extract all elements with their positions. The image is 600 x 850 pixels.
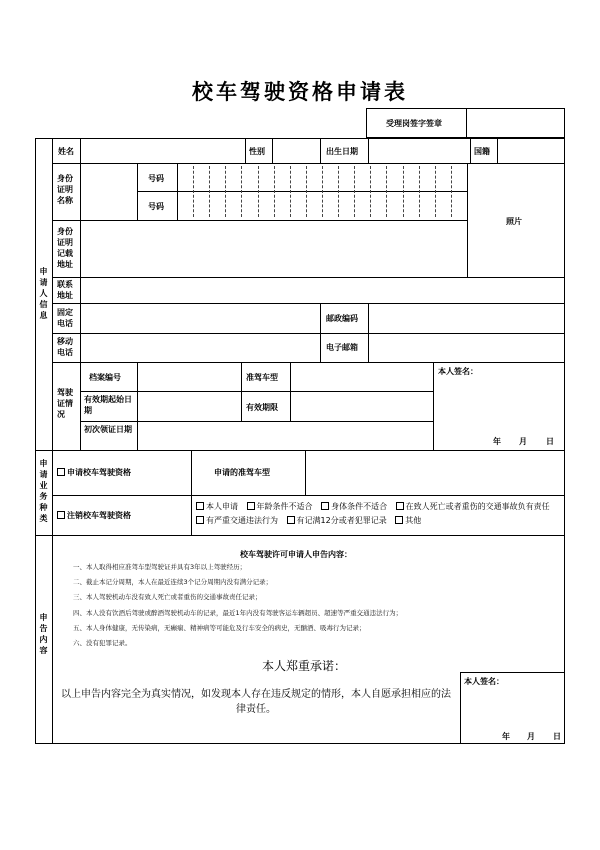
id-digit-divider [386,166,387,217]
declaration-item: 三、本人驾驶机动车没有致人死亡或者重伤的交通事故责任记录； [73,593,262,602]
vehicle-class-field[interactable] [291,363,432,390]
declaration-signature-field[interactable] [461,688,564,726]
declaration-item: 一、本人取得相应准驾车型驾驶证并具有3年以上驾驶经历； [73,563,247,571]
id-number-label-1: 号码 [148,174,164,183]
photo-area[interactable] [468,164,564,276]
id-digit-divider [370,166,371,217]
nationality-label: 国籍 [474,147,490,156]
id-number-label-2: 号码 [148,202,164,211]
declaration-heading: 校车驾驶许可申请人申告内容： [240,550,352,559]
commitment-title: 本人郑重承诺： [262,659,347,673]
cancel-reason-option[interactable]: 年龄条件不适合 [247,502,313,511]
vehicle-class-label: 准驾车型 [246,373,278,382]
declaration-signature-label: 本人签名： [464,677,504,686]
cancel-reason-option[interactable]: 有严重交通违法行为 [196,516,278,525]
id-doc-name-label: 身份证明名称 [57,174,73,205]
name-label: 姓名 [58,147,74,156]
name-field[interactable] [81,139,244,162]
declaration-item: 四、本人没有饮酒后驾驶或醉酒驾驶机动车的记录，最近1年内没有驾驶客运车辆超员、超速等严重交通违法行为； [73,608,403,617]
id-digit-divider [306,166,307,217]
gender-field[interactable] [273,139,319,162]
license-date-day: 日 [546,437,554,446]
id-digit-divider [274,166,275,217]
valid-period-label: 有效期限 [246,403,278,412]
business-section-label: 申请业务种类 [39,459,48,523]
cancel-option-label: 注销校车驾驶资格 [67,511,131,520]
apply-vehicle-label: 申请的准驾车型 [214,468,270,477]
license-date-year: 年 [493,437,501,446]
cancel-reason-option[interactable]: 其他 [395,516,421,525]
license-date-month: 月 [519,437,527,446]
contact-address-field[interactable] [81,278,564,302]
mobile-label: 移动电话 [57,337,73,357]
landline-field[interactable] [81,304,319,332]
declaration-item: 二、截止本记分周期，本人在最近连续3个记分周期内没有满分记录； [73,578,273,587]
id-digit-divider [258,166,259,217]
declaration-date-day: 日 [553,732,561,741]
apply-option[interactable] [57,467,131,478]
id-address-label: 身份证明记载地址 [57,227,73,269]
license-section-label: 驾驶证情况 [57,388,73,419]
first-issue-date-field[interactable] [138,422,432,449]
email-label: 电子邮箱 [326,343,358,352]
license-signature-field[interactable] [434,378,564,434]
nationality-field[interactable] [498,139,564,162]
declaration-item: 六、没有犯罪记录。 [73,638,132,647]
declaration-date-year: 年 [502,732,510,741]
declaration-section-label: 申告内容 [39,613,48,655]
id-digit-divider [451,166,452,217]
id-digit-divider [193,166,194,217]
id-digit-divider [435,166,436,217]
id-digit-divider [209,166,210,217]
valid-period-field[interactable] [291,392,432,420]
id-digit-divider [338,166,339,217]
id-digit-divider [419,166,420,217]
id-digit-divider [322,166,323,217]
license-signature-label: 本人签名： [438,367,478,376]
cancel-reason-option[interactable]: 本人申请 [196,502,238,511]
file-number-field[interactable] [138,363,240,390]
id-digit-divider [290,166,291,217]
photo-label: 照片 [506,217,522,226]
valid-from-field[interactable] [138,392,240,420]
cancel-reason-option[interactable]: 身体条件不适合 [321,502,387,511]
applicant-section-label: 申请人信息 [39,267,48,320]
form-title: 校车驾驶资格申请表 [192,79,408,104]
birth-date-field[interactable] [369,139,469,162]
id-doc-name-field[interactable] [81,164,136,219]
id-address-field[interactable] [81,221,466,276]
mobile-field[interactable] [81,334,319,361]
commitment-text: 以上申告内容完全为真实情况，如发现本人存在违反规定的情形，本人自愿承担相应的法律责任。 [61,689,451,715]
cancel-option-checkbox[interactable] [57,511,65,519]
apply-option-label: 申请校车驾驶资格 [67,468,131,477]
reviewer-sign-field[interactable] [467,109,564,137]
email-field[interactable] [369,334,564,361]
birth-date-label: 出生日期 [326,147,358,156]
declaration-items [73,560,402,651]
file-number-label: 档案编号 [89,373,121,382]
cancel-reason-option[interactable]: 有记满12分或者犯罪记录 [287,516,387,525]
id-number-digit-grid[interactable] [177,163,467,220]
id-digit-divider [403,166,404,217]
postal-code-field[interactable] [369,304,564,332]
apply-option-checkbox[interactable] [57,468,65,476]
cancel-option[interactable] [57,510,131,521]
postal-code-label: 邮政编码 [326,314,358,323]
valid-from-label: 有效期起始日期 [84,395,132,415]
gender-label: 性别 [249,147,265,156]
cancel-reasons [196,500,562,528]
first-issue-date-label: 初次领证日期 [84,425,132,434]
cancel-reason-option[interactable]: 在致人死亡或者重伤的交通事故负有责任 [396,502,550,511]
id-digit-divider [241,166,242,217]
landline-label: 固定电话 [57,308,73,328]
reviewer-sign-label: 受理岗签字签章 [386,119,442,128]
declaration-item: 五、本人身体健康，无传染病，无癫痫、精神病等可能危及行车安全的病史，无酗酒、吸毒行为记录； [73,623,366,632]
apply-vehicle-field[interactable] [306,451,564,494]
id-digit-divider [354,166,355,217]
contact-address-label: 联系地址 [57,280,73,300]
declaration-date-month: 月 [527,732,535,741]
id-digit-divider [225,166,226,217]
